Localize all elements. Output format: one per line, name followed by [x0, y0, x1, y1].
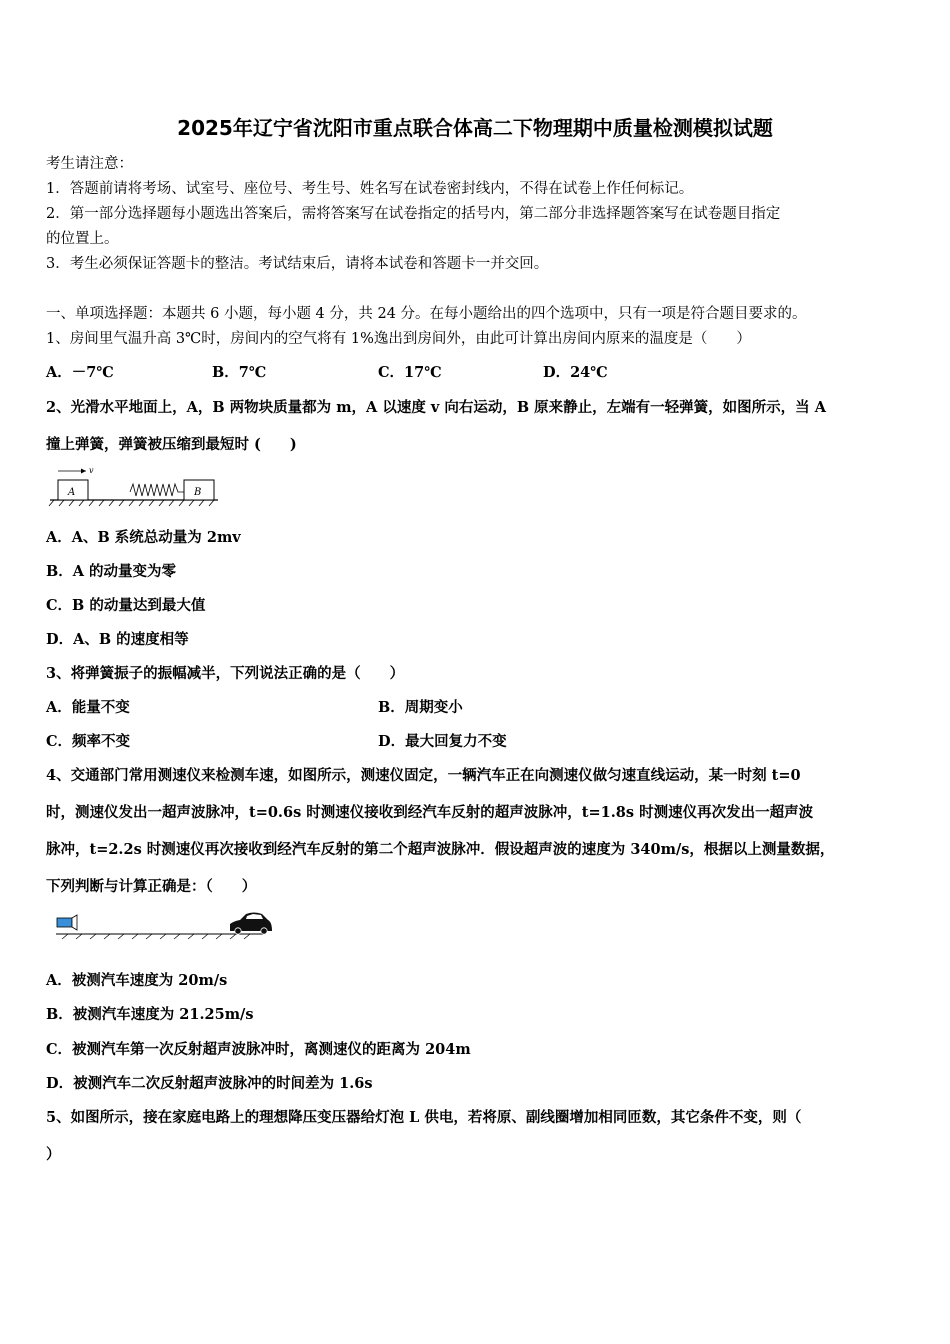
notice-item: 3．考生必须保证答题卡的整洁。考试结束后，请将本试卷和答题卡一并交回。 [46, 256, 549, 272]
q2-option-d: D．A、B 的速度相等 [46, 631, 189, 648]
question-5-stem-cont: ） [46, 1146, 61, 1163]
q4-option-b: B．被测汽车速度为 21.25m/s [46, 1006, 254, 1023]
q2-option-a: A．A、B 系统总动量为 2mv [46, 529, 241, 546]
q3-option-d: D．最大回复力不变 [378, 733, 507, 750]
q2-option-b: B．A 的动量变为零 [46, 563, 177, 580]
q3-option-b: B．周期变小 [378, 699, 463, 716]
q4-option-c: C．被测汽车第一次反射超声波脉冲时，离测速仪的距离为 204m [46, 1041, 471, 1058]
block-a-label: A [68, 487, 76, 498]
question-3-stem: 3、将弹簧振子的振幅减半，下列说法正确的是（ ） [46, 665, 405, 682]
question-4-stem-cont: 下列判断与计算正确是：（ ） [46, 878, 257, 895]
question-1-stem: 1、房间里气温升高 3℃时，房间内的空气将有 1%逸出到房间外，由此可计算出房间内原来的温度是（ ） [46, 331, 751, 347]
q1-option-a: A．－7℃ [46, 364, 114, 381]
velocity-label: v [89, 466, 94, 475]
page-title: 2025年辽宁省沈阳市重点联合体高二下物理期中质量检测模拟试题 [177, 116, 773, 140]
q2-option-c: C．B 的动量达到最大值 [46, 597, 206, 614]
section-heading: 一、单项选择题：本题共 6 小题，每小题 4 分，共 24 分。在每小题给出的四个选项中，只有一项是符合题目要求的。 [46, 306, 807, 322]
question-2-stem: 2、光滑水平地面上，A，B 两物块质量都为 m，A 以速度 v 向右运动，B 原来静止，左端有一轻弹簧，如图所示，当 A [46, 399, 826, 416]
block-b-label: B [194, 487, 202, 498]
q3-option-c: C．频率不变 [46, 733, 131, 750]
question-4-stem: 4、交通部门常用测速仪来检测车速，如图所示，测速仪固定，一辆汽车正在向测速仪做匀速直线运动，某一时刻 t=0 [46, 767, 801, 784]
q4-option-d: D．被测汽车二次反射超声波脉冲的时间差为 1.6s [46, 1075, 373, 1092]
spring-blocks-figure [46, 462, 226, 510]
question-2-stem-cont: 撞上弹簧，弹簧被压缩到最短时 ( ) [46, 436, 297, 453]
q1-option-b: B．7℃ [212, 364, 267, 381]
q4-option-a: A．被测汽车速度为 20m/s [46, 972, 228, 989]
spring [130, 484, 184, 496]
question-4-stem-cont: 时，测速仪发出一超声波脉冲，t=0.6s 时测速仪接收到经汽车反射的超声波脉冲，t=1.8s 时测速仪再次发出一超声波 [46, 804, 814, 821]
q1-option-d: D．24℃ [543, 364, 608, 381]
notice-item: 的位置上。 [46, 231, 119, 247]
notice-heading: 考生请注意： [46, 156, 133, 172]
q1-option-c: C．17℃ [378, 364, 442, 381]
question-4-stem-cont: 脉冲，t=2.2s 时测速仪再次接收到经汽车反射的第二个超声波脉冲．假设超声波的速度为 340m/s，根据以上测量数据， [46, 841, 835, 858]
detector-icon [57, 918, 72, 927]
q3-option-a: A．能量不变 [46, 699, 130, 716]
notice-item: 2．第一部分选择题每小题选出答案后，需将答案写在试卷指定的括号内，第二部分非选择题答案写在试卷题目指定 [46, 206, 781, 222]
question-5-stem: 5、如图所示，接在家庭电路上的理想降压变压器给灯泡 L 供电，若将原、副线圈增加相同匝数，其它条件不变，则（ [46, 1109, 802, 1126]
notice-item: 1．答题前请将考场、试室号、座位号、考生号、姓名写在试卷密封线内，不得在试卷上作任何标记。 [46, 181, 694, 197]
speed-detector-figure [54, 908, 278, 944]
